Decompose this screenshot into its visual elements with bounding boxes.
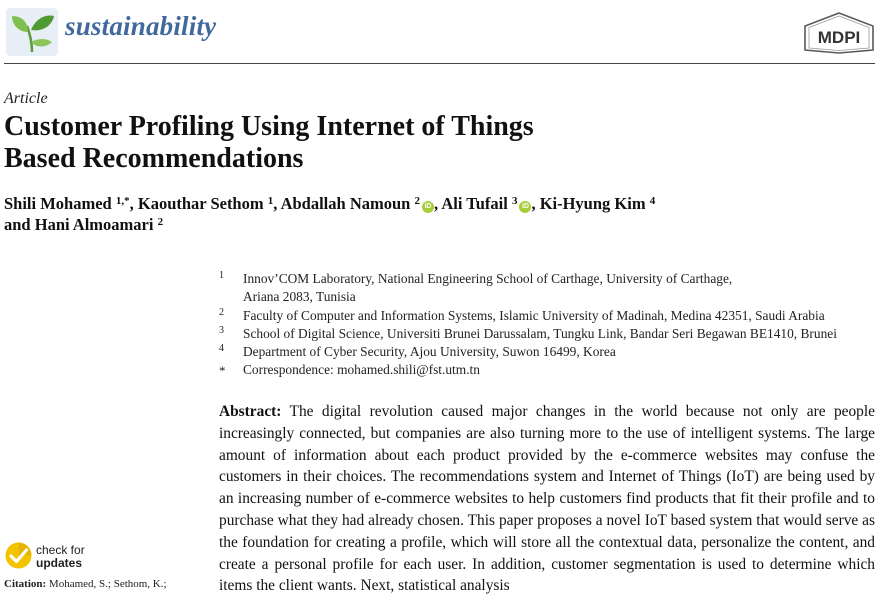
author-line-1: Shili Mohamed $^{1,*}$, Kaouthar Sethom $^1$, Abdallah Namoun $^2$ iD , Ali Tufail $^3$ iD , Ki-Hyung Kim $^4$ bbox=[4, 194, 656, 213]
check-for-updates-button[interactable] bbox=[4, 541, 114, 575]
title-line-1: Customer Profiling Using Internet of Things bbox=[4, 111, 534, 142]
citation-label: Citation: bbox=[4, 578, 47, 590]
author-affiliation-mark: 2 bbox=[157, 216, 164, 228]
affiliation-item bbox=[219, 343, 879, 361]
affiliation-item bbox=[219, 307, 879, 325]
title-line-2: Based Recommendations bbox=[4, 143, 304, 174]
author-name[interactable]: Ali Tufail bbox=[441, 194, 508, 213]
affiliation-text: Department of Cyber Security, Ajou University, Suwon 16499, Korea bbox=[243, 344, 616, 360]
affiliation-number: 3 bbox=[219, 324, 224, 336]
affiliation-number: 2 bbox=[219, 306, 224, 318]
author-name[interactable]: Abdallah Namoun bbox=[280, 194, 411, 213]
author-affiliation-mark: 4 bbox=[649, 195, 656, 207]
check-updates-line2: updates bbox=[36, 556, 83, 570]
correspondence-text[interactable]: Correspondence: mohamed.shili@fst.utm.tn bbox=[243, 362, 480, 378]
mdpi-logo-text: MDPI bbox=[817, 28, 861, 47]
affiliation-item bbox=[219, 325, 879, 343]
check-updates-line1: check for bbox=[36, 543, 85, 557]
author-connector: and bbox=[4, 215, 31, 234]
affiliation-number: 4 bbox=[219, 343, 224, 355]
article-title bbox=[4, 111, 704, 175]
author-name[interactable]: Hani Almoamari bbox=[34, 215, 154, 234]
citation bbox=[4, 578, 167, 590]
correspondence-item[interactable] bbox=[219, 361, 879, 379]
affiliation-text: Faculty of Computer and Information Systems, Islamic University of Madinah, Medina 42351, Saudi Arabia bbox=[243, 307, 825, 323]
affiliation-number: 1 bbox=[219, 270, 224, 281]
author-affiliation-mark: 2 bbox=[414, 195, 420, 207]
orcid-icon[interactable]: iD bbox=[422, 201, 434, 213]
author-list bbox=[4, 193, 764, 235]
affiliation-text-cont: Ariana 2083, Tunisia bbox=[243, 289, 356, 305]
orcid-icon[interactable]: iD bbox=[519, 201, 531, 213]
abstract-text: The digital revolution caused major changes in the world because not only are people increasingly connected, but companies are also turning more to the use of intelligent systems. The large amount of information about each product provided by the e-commerce websites may confuse the customers in their choices. The recommendations system and Internet of Things (IoT) are being used by an increasing number of e-commerce websites to help customers find products that fit their profile and to purchase what they had already chosen. This paper proposes a novel IoT based system that would serve as the foundation for creating a profile, which will store all the contextual data, personalize the content, and create a personal profile for each user. In addition, customer segmentation is used to determine which items the client wants. Next, statistical analysis bbox=[219, 403, 875, 595]
affiliations-list bbox=[219, 270, 879, 380]
abstract-paragraph bbox=[219, 401, 875, 597]
author-name[interactable]: Ki-Hyung Kim bbox=[539, 194, 646, 213]
author-affiliation-mark: 1 bbox=[267, 195, 274, 207]
journal-logo-icon bbox=[6, 8, 58, 56]
affiliation-text: School of Digital Science, Universiti Brunei Darussalam, Tungku Link, Bandar Seri Begawan BE1410, Brunei bbox=[243, 325, 837, 341]
author-name[interactable]: Shili Mohamed bbox=[4, 194, 112, 213]
check-for-updates-icon bbox=[4, 541, 33, 570]
header-divider bbox=[4, 63, 875, 64]
citation-text: Mohamed, S.; Sethom, K.; bbox=[48, 578, 167, 590]
author-affiliation-mark: 3 bbox=[511, 195, 518, 207]
correspondence-mark: * bbox=[219, 363, 226, 379]
mdpi-logo-icon[interactable] bbox=[803, 12, 875, 54]
affiliation-text: Innov’COM Laboratory, National Engineering School of Carthage, University of Carthage, bbox=[243, 271, 733, 286]
author-affiliation-mark: 1,* bbox=[115, 195, 130, 207]
affiliation-item bbox=[219, 270, 879, 307]
article-type: Article bbox=[4, 90, 48, 107]
author-line-2 bbox=[4, 214, 764, 235]
author-name[interactable]: Kaouthar Sethom bbox=[137, 194, 264, 213]
abstract-label: Abstract: bbox=[219, 403, 282, 420]
journal-name[interactable]: sustainability bbox=[65, 11, 217, 41]
